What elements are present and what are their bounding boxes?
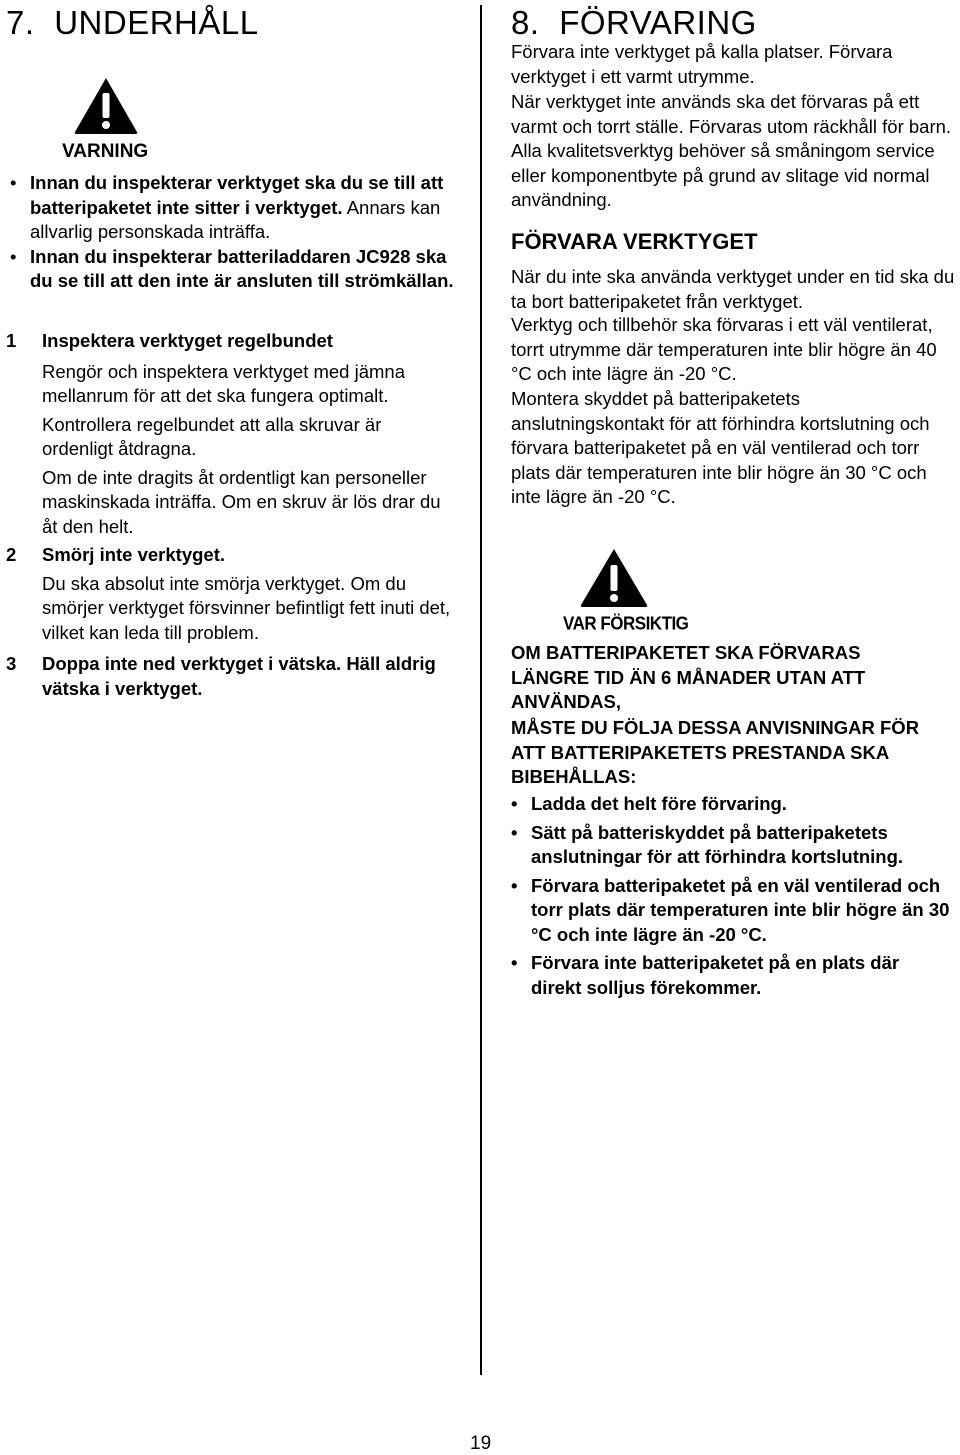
section-number: 8.	[511, 4, 540, 41]
bullet-icon: •	[10, 172, 17, 193]
section-title: FÖRVARING	[559, 4, 757, 41]
list-item: • Förvara inte batteripaketet på en plats där direkt solljus förekommer.	[511, 952, 900, 998]
intro-paragraph: Förvara inte verktyget på kalla platser. Förvara verktyget i ett varmt utrymme.	[511, 41, 893, 87]
bullet-icon: •	[511, 952, 518, 973]
section-number: 7.	[6, 4, 35, 41]
list-item: • Innan du inspekterar verktyget ska du se till att batteripaketet inte sitter i verktyget. Annars kan allvarlig personskada inträffa.	[10, 172, 444, 242]
item-number: 2	[6, 544, 17, 565]
caution-title: OM BATTERIPAKETET SKA FÖRVARAS LÄNGRE TID ÄN 6 MÅNADER UTAN ATT ANVÄNDAS,	[511, 642, 866, 712]
item-number: 3	[6, 653, 17, 674]
maintenance-item-2	[6, 543, 466, 643]
item-paragraph: Om de inte dragits åt ordentligt kan personeller maskinskada inträffa. Om en skruv är lös drar du åt den helt.	[42, 466, 441, 537]
bullet-icon: •	[511, 793, 518, 814]
storage-paragraph: Montera skyddet på batteripaketets anslutningskontakt för att förhindra kortslutning och förvara batteripaketet på en väl ventilerad och torr plats där temperaturen inte blir högre än 30 °C och inte lägre än -20 °C.	[511, 388, 930, 507]
caution-title-2: MÅSTE DU FÖLJA DESSA ANVISNINGAR FÖR ATT BATTERIPAKETETS PRESTANDA SKA BIBEHÅLLAS:	[511, 717, 920, 787]
maintenance-item-3	[6, 652, 466, 712]
item-paragraph: Kontrollera regelbundet att alla skruvar är ordenligt åtdragna.	[42, 413, 382, 459]
warning-label: VARNING	[62, 141, 149, 162]
warning-bullet-list	[8, 171, 460, 294]
column-divider	[480, 5, 482, 1375]
intro-paragraph: När verktyget inte används ska det förvaras på ett varmt och torrt ställe. Förvaras utom räckhåll för barn. Alla kvalitetsverktyg behöver så småningom service eller komponentbyte på grund av slitage vid normal användning.	[511, 91, 952, 210]
subheading-forvara-verktyget: FÖRVARA VERKTYGET	[511, 229, 758, 254]
section-heading-underhall	[6, 6, 259, 39]
section-heading-forvaring	[511, 6, 757, 39]
list-item: • Innan du inspekterar batteriladdaren JC928 ska du se till att den inte är ansluten till strömkällan.	[10, 245, 454, 291]
section-title: UNDERHÅLL	[54, 4, 259, 41]
item-number: 1	[6, 330, 17, 351]
item-title: Smörj inte verktyget.	[42, 544, 226, 565]
item-paragraph: Rengör och inspektera verktyget med jämna mellanrum för att det ska fungera optimalt.	[42, 360, 405, 406]
bullet-icon: •	[511, 874, 518, 896]
bullet-icon: •	[10, 245, 17, 267]
caution-triangle-icon	[578, 546, 650, 608]
item-title: Inspektera verktyget regelbundet	[42, 330, 333, 351]
maintenance-item-1	[6, 329, 466, 537]
storage-paragraph: När du inte ska använda verktyget under en tid ska du ta bort batteripaketet från verktyget.	[511, 266, 955, 312]
item-title: Doppa inte ned verktyget i vätska. Häll aldrig vätska i verktyget.	[42, 653, 436, 699]
list-item: • Förvara batteripaketet på en väl ventilerad och torr plats där temperaturen inte blir högre än 30 °C och inte lägre än -20 °C.	[511, 874, 950, 945]
caution-bullet-list	[509, 792, 954, 1000]
item-paragraph: Du ska absolut inte smörja verktyget. Om du smörjer verktyget försvinner befintligt fett inuti det, vilket kan leda till problem.	[42, 572, 451, 643]
page-number: 19	[470, 1433, 492, 1454]
storage-paragraph: Verktyg och tillbehör ska förvaras i ett väl ventilerat, torrt utrymme där temperaturen inte blir högre än 40 °C och inte lägre än -20 °C.	[511, 314, 937, 384]
list-item: • Sätt på batteriskyddet på batteripaketets anslutningar för att förhindra kortslutning.	[511, 821, 904, 867]
caution-label: VAR FÖRSIKTIG	[563, 613, 689, 634]
list-item: • Ladda det helt före förvaring.	[509, 792, 954, 817]
bullet-icon: •	[511, 821, 518, 843]
warning-triangle-icon	[72, 75, 140, 135]
